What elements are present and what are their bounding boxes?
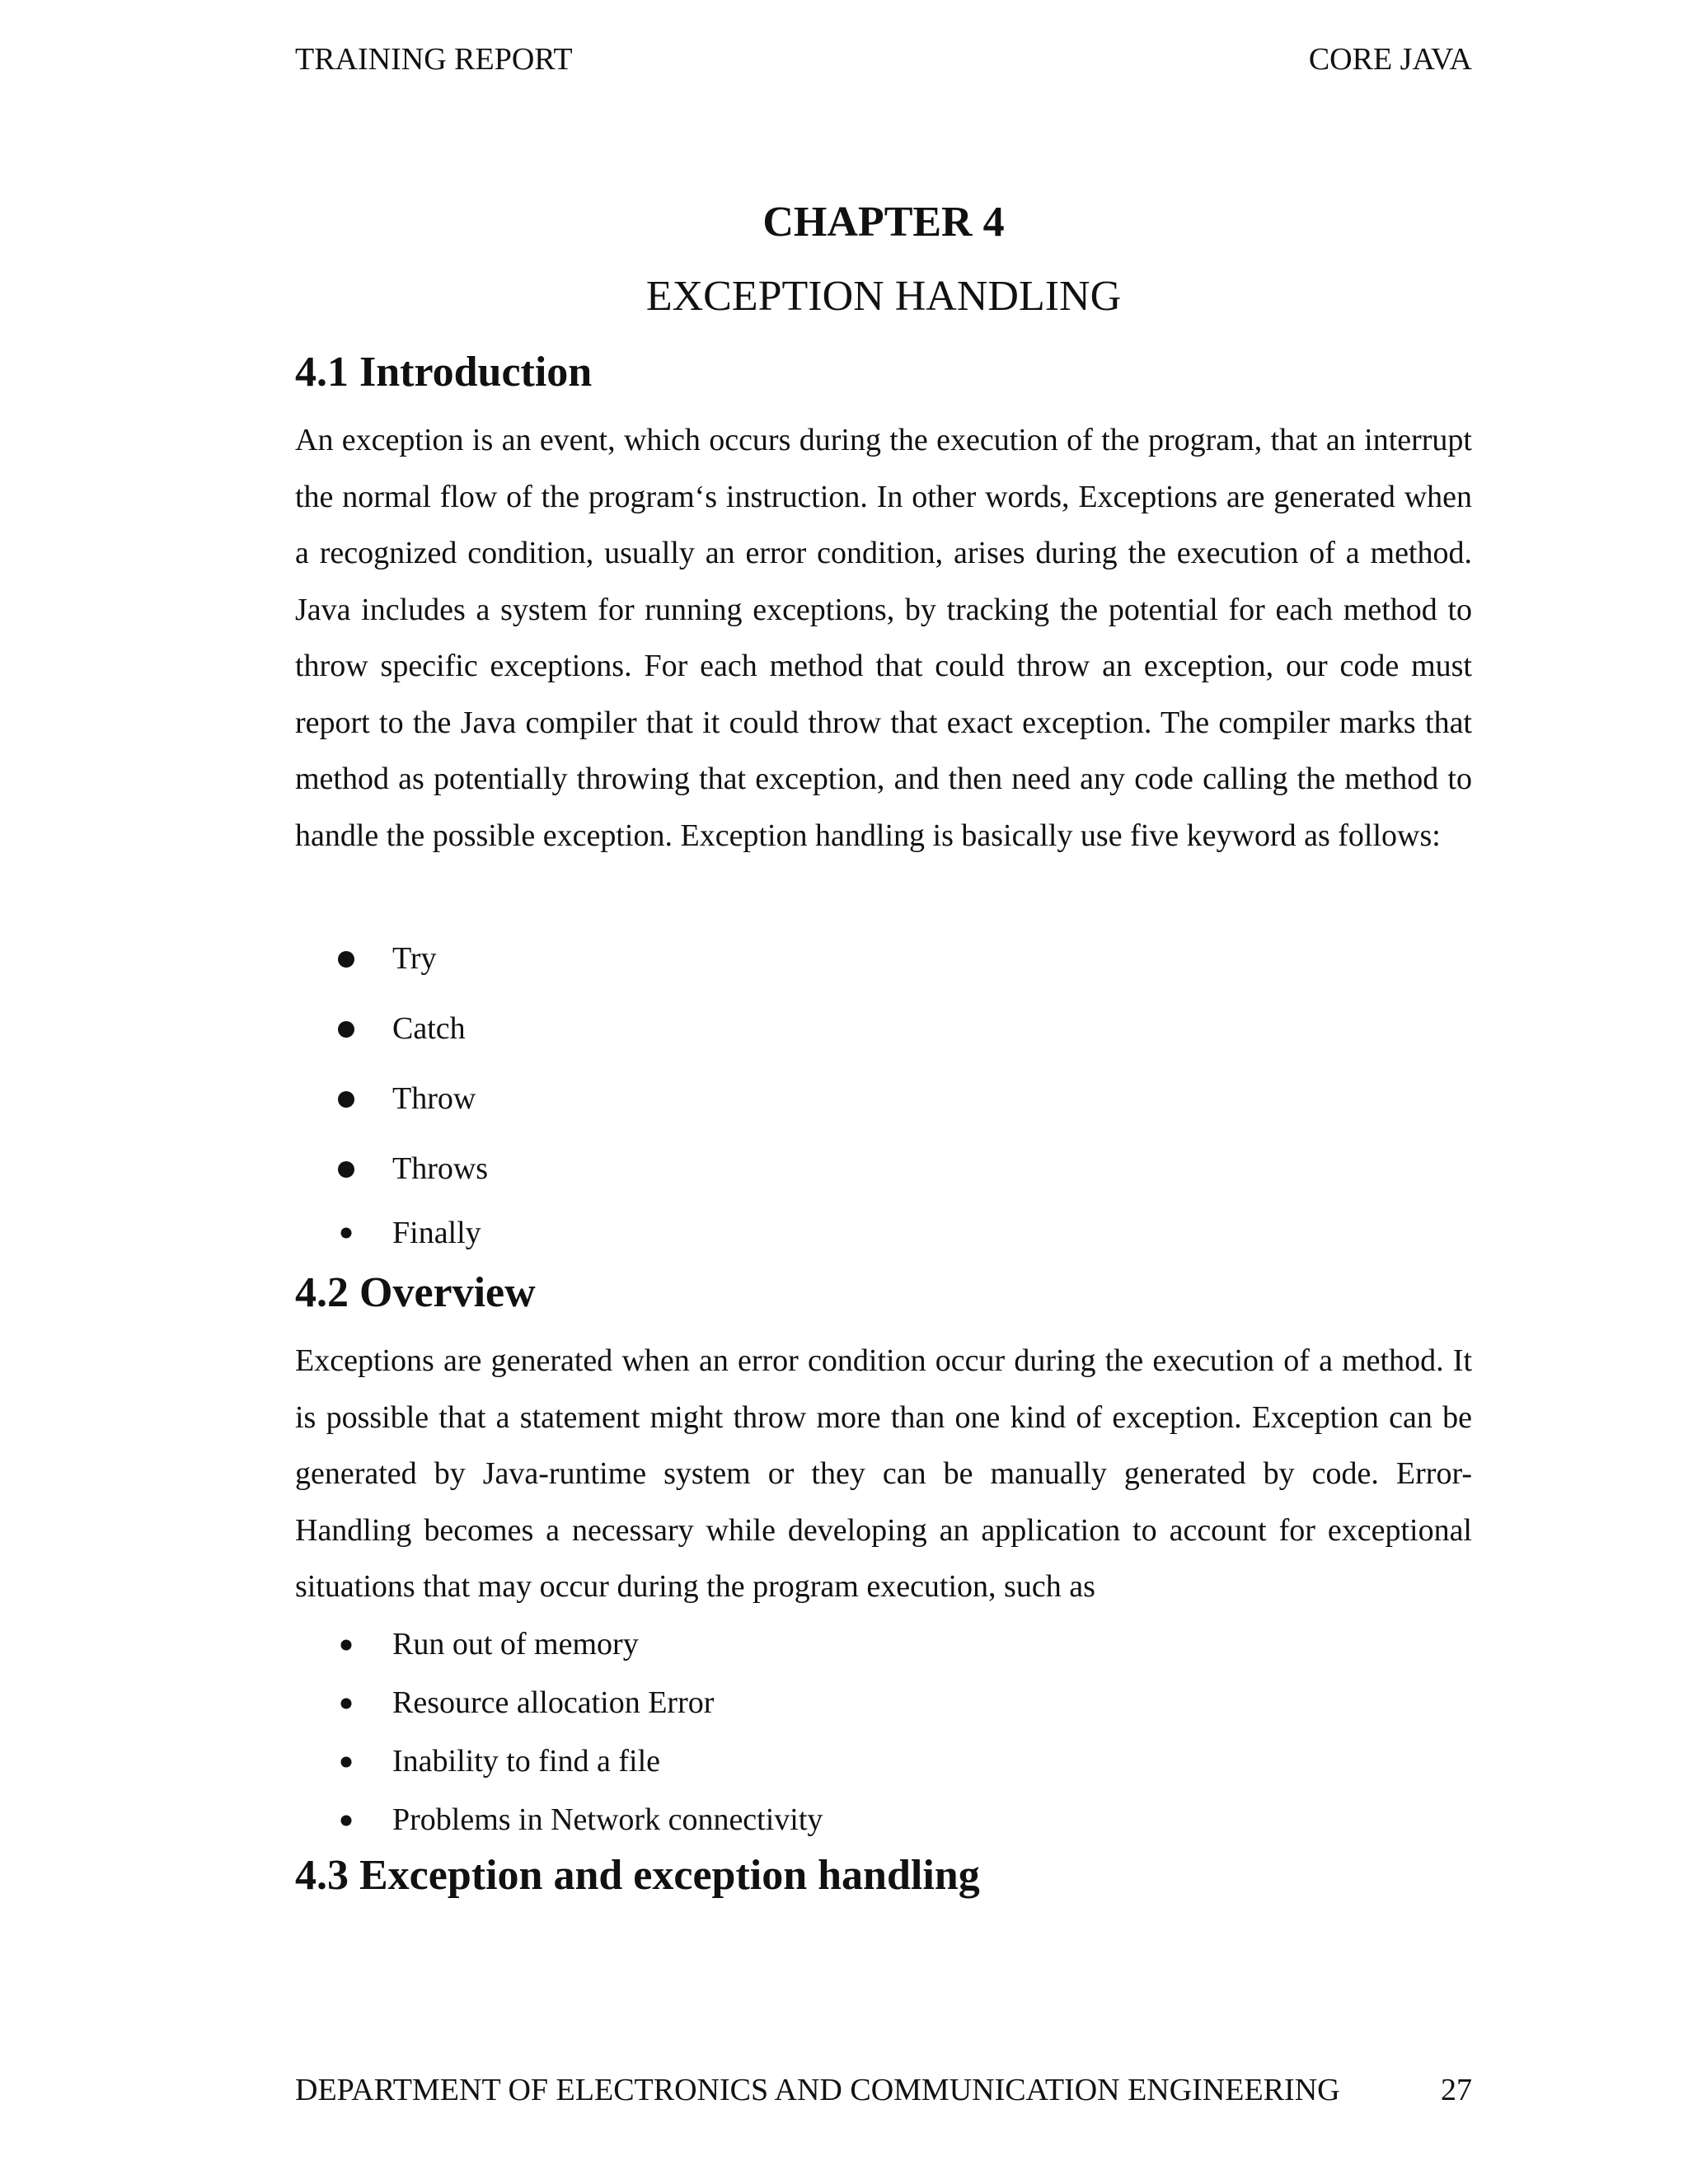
keyword-label: Throw — [392, 1081, 476, 1116]
introduction-paragraph: An exception is an event, which occurs during the execution of the program, that an interrupt the normal flow of the program‘s instruction. In other words, Exceptions are generated when a recognized condition, usually an error condition, arises during the execution of a method. Java includes a system for running exceptions, by tracking the potential for each method to throw specific exceptions. For each method that could throw an exception, our code must report to the Java compiler that it could throw that exact exception. The compiler marks that method as potentially throwing that exception, and then need any code calling the method to handle the possible exception. Exception handling is basically use five keyword as follows: — [295, 423, 1472, 853]
header-report-title: TRAINING REPORT — [295, 42, 573, 77]
keyword-label: Finally — [392, 1216, 481, 1250]
bullet-icon — [341, 1698, 352, 1708]
list-item — [295, 1134, 488, 1204]
bullet-icon — [338, 951, 354, 968]
running-footer — [295, 2070, 1472, 2110]
list-item — [295, 994, 488, 1064]
chapter-number: CHAPTER 4 — [762, 199, 1005, 246]
footer-department: DEPARTMENT OF ELECTRONICS AND COMMUNICATION ENGINEERING — [295, 2073, 1340, 2107]
section-heading-overview: 4.2 Overview — [295, 1269, 536, 1316]
bullet-icon — [338, 1161, 354, 1178]
situation-label: Problems in Network connectivity — [392, 1802, 823, 1837]
bullet-icon — [341, 1228, 352, 1239]
keyword-label: Throws — [392, 1151, 489, 1186]
situation-list — [295, 1615, 823, 1849]
keyword-label: Try — [392, 941, 437, 976]
list-item — [295, 1674, 823, 1732]
situation-label: Run out of memory — [392, 1627, 639, 1661]
list-item — [295, 1615, 823, 1674]
section-heading-exception-handling: 4.3 Exception and exception handling — [295, 1852, 980, 1899]
bullet-icon — [338, 1021, 354, 1038]
overview-paragraph: Exceptions are generated when an error condition occur during the execution of a method. It is possible that a statement might throw more than one kind of exception. Exception can be generated by Java-runtime system or they can be manually generated by code. Error-Handling becomes a necessary while developing an application to account for exceptional situations that may occur during the program execution, such as — [295, 1343, 1472, 1604]
section-heading-introduction: 4.1 Introduction — [295, 349, 593, 396]
list-item — [295, 1732, 823, 1791]
list-item — [295, 1064, 488, 1134]
list-item — [295, 1204, 488, 1262]
page-number: 27 — [1441, 2073, 1472, 2107]
chapter-title-block — [295, 196, 1472, 323]
list-item — [295, 1791, 823, 1849]
running-header — [295, 40, 1472, 79]
list-item — [295, 924, 488, 994]
bullet-icon — [338, 1091, 354, 1108]
bullet-icon — [341, 1815, 352, 1825]
situation-label: Inability to find a file — [392, 1744, 661, 1779]
header-subject: CORE JAVA — [1308, 42, 1472, 77]
bullet-icon — [341, 1639, 352, 1650]
keyword-list — [295, 924, 488, 1262]
bullet-icon — [341, 1756, 352, 1767]
chapter-title: EXCEPTION HANDLING — [645, 273, 1122, 320]
keyword-label: Catch — [392, 1011, 466, 1046]
situation-label: Resource allocation Error — [392, 1685, 715, 1720]
